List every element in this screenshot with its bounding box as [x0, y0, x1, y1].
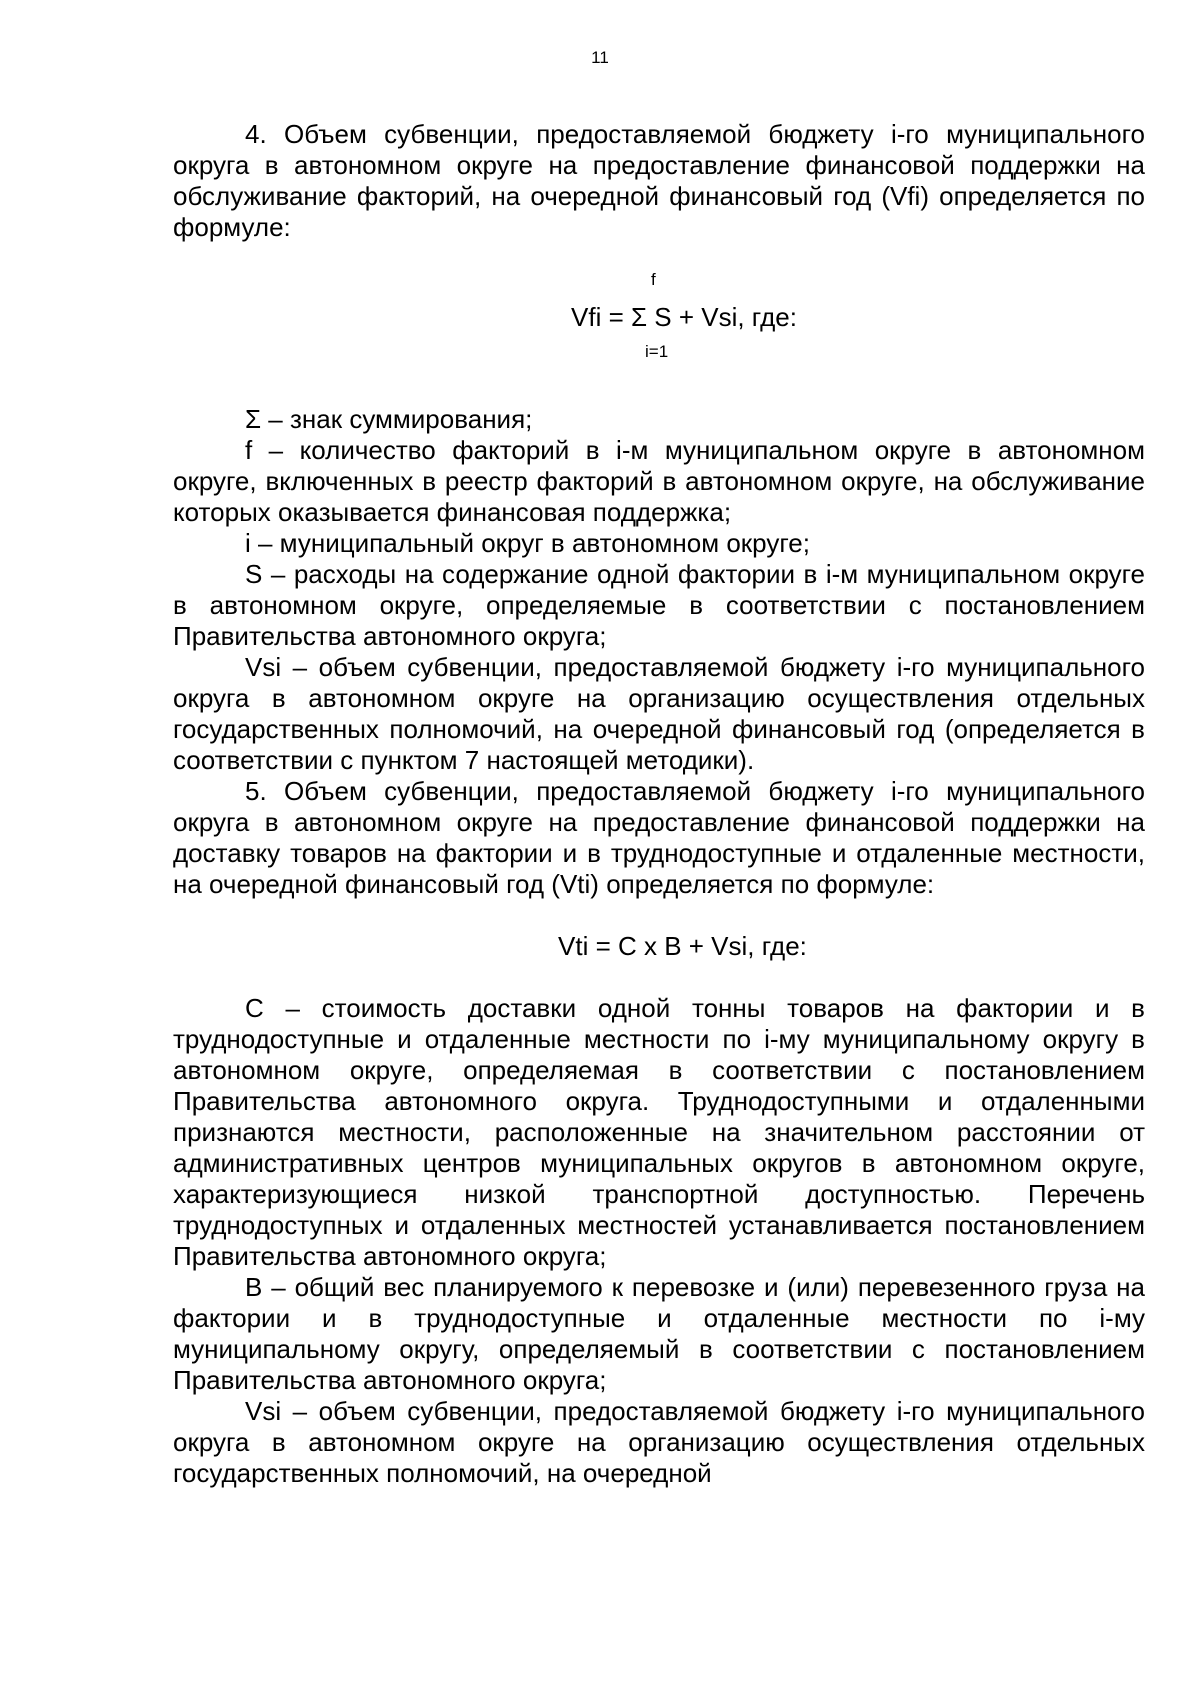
- definition-s: S – расходы на содержание одной фактории в i-м муниципальном округе в автономном округе, определяемые в соответствии с постановлением Правительства автономного округа;: [173, 559, 1145, 651]
- definition-vsi-2: Vsi – объем субвенции, предоставляемой бюджету i-го муниципального округа в автономном округе на организацию осуществления отдельных государственных полномочий, на очередной: [173, 1396, 1145, 1488]
- definition-i: i – муниципальный округ в автономном округе;: [245, 528, 810, 558]
- definition-c: C – стоимость доставки одной тонны товаров на фактории и в труднодоступные и отдаленные местности по i-му муниципальному округу в автономном округе, определяемая в соответствии с постановлением Правительства автономного округа. Труднодоступными и отдаленными признаются местности, расположенные на значительном расстоянии от административных центров муниципальных округов в автономном округе, характеризующиеся низкой транспортной доступностью. Перечень труднодоступных и отдаленных местностей устанавливается постановлением Правительства автономного округа;: [173, 993, 1145, 1271]
- definition-vsi: Vsi – объем субвенции, предоставляемой бюджету i-го муниципального округа в автономном округе на организацию осуществления отдельных государственных полномочий, на очередной финансовый год (определяется в соответствии с пунктом 7 настоящей методики).: [173, 652, 1145, 775]
- document-body: [173, 119, 1145, 1489]
- page-number: 11: [591, 48, 609, 67]
- paragraph-5: 5. Объем субвенции, предоставляемой бюджету i-го муниципального округа в автономном округе на предоставление финансовой поддержки на доставку товаров на фактории и в труднодоступные и отдаленные местности, на очередной финансовый год (Vti) определяется по формуле:: [173, 776, 1145, 899]
- definition-b: B – общий вес планируемого к перевозке и (или) перевезенного груза на фактории и в труднодоступные и отдаленные местности по i-му муниципальному округу, определяемый в соответствии с постановлением Правительства автономного округа;: [173, 1272, 1145, 1395]
- formula-vfi: [173, 270, 1145, 376]
- formula-vti: [173, 931, 1145, 962]
- definition-f: f – количество факторий в i-м муниципальном округе в автономном округе, включенных в реестр факторий в автономном округе, на обслуживание которых оказывается финансовая поддержка;: [173, 435, 1145, 527]
- definition-sigma: Σ – знак суммирования;: [245, 404, 533, 434]
- formula-vfi-lower-limit: i=1: [645, 342, 669, 361]
- paragraph-4: 4. Объем субвенции, предоставляемой бюджету i-го муниципального округа в автономном округе на предоставление финансовой поддержки на обслуживание факторий, на очередной финансовый год (Vfi) определяется по формуле:: [173, 119, 1145, 242]
- formula-vfi-upper-limit: f: [651, 270, 656, 289]
- formula-vfi-expression: Vfi = Σ S + Vsi, где:: [571, 302, 797, 332]
- formula-vti-expression: Vti = C x B + Vsi, где:: [558, 931, 807, 961]
